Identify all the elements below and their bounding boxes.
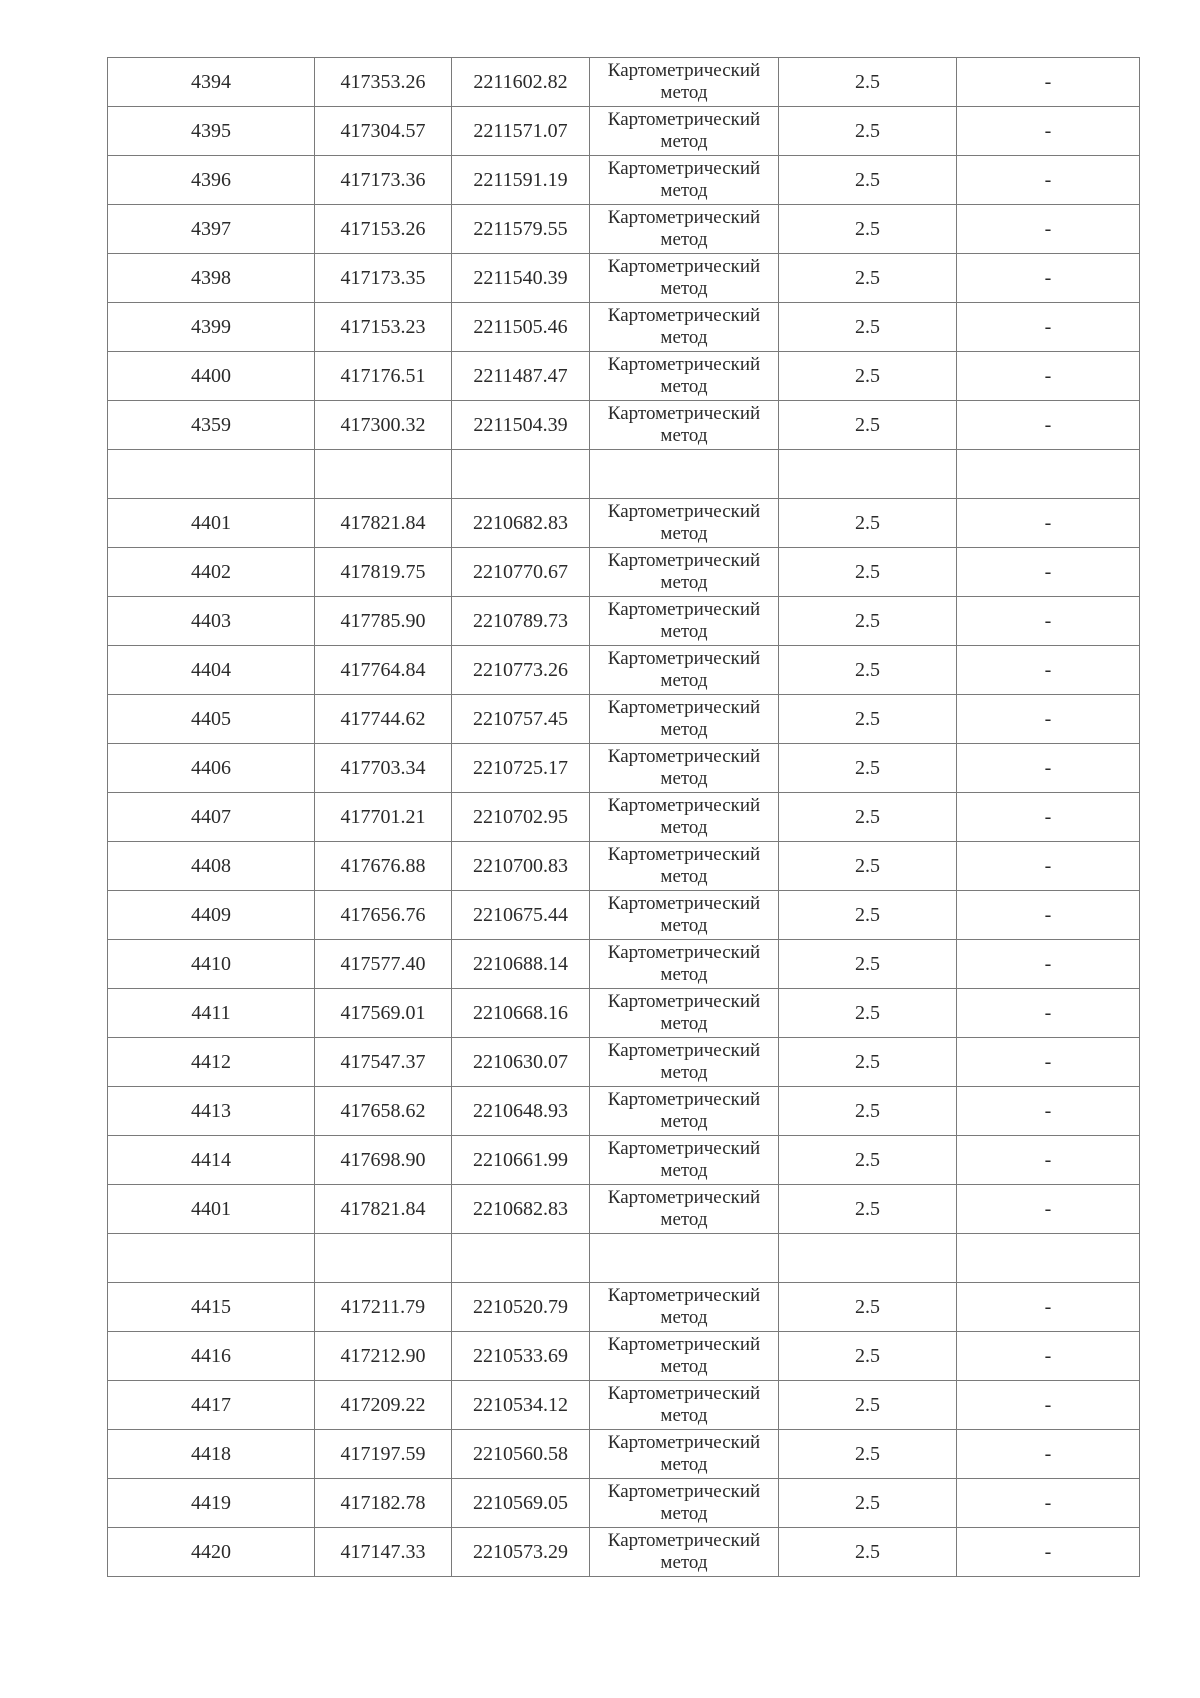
table-row bbox=[108, 1430, 1140, 1479]
point-number-cell: 4415 bbox=[108, 1283, 315, 1332]
note-cell bbox=[957, 450, 1140, 499]
point-number-cell: 4359 bbox=[108, 401, 315, 450]
accuracy-cell: 2.5 bbox=[779, 254, 957, 303]
method-cell: Картометрический метод bbox=[590, 891, 779, 940]
accuracy-cell: 2.5 bbox=[779, 1185, 957, 1234]
method-cell: Картометрический метод bbox=[590, 1381, 779, 1430]
point-number-cell: 4404 bbox=[108, 646, 315, 695]
table-row bbox=[108, 205, 1140, 254]
y-coordinate-cell: 2210520.79 bbox=[452, 1283, 590, 1332]
y-coordinate-cell bbox=[452, 450, 590, 499]
accuracy-cell: 2.5 bbox=[779, 303, 957, 352]
point-number-cell: 4394 bbox=[108, 58, 315, 107]
point-number-cell: 4402 bbox=[108, 548, 315, 597]
method-cell: Картометрический метод bbox=[590, 401, 779, 450]
table-row bbox=[108, 1136, 1140, 1185]
table-row bbox=[108, 1332, 1140, 1381]
method-cell: Картометрический метод bbox=[590, 1136, 779, 1185]
method-cell: Картометрический метод bbox=[590, 303, 779, 352]
table-row bbox=[108, 499, 1140, 548]
table-row bbox=[108, 695, 1140, 744]
note-cell: - bbox=[957, 499, 1140, 548]
accuracy-cell: 2.5 bbox=[779, 499, 957, 548]
method-cell: Картометрический метод bbox=[590, 989, 779, 1038]
x-coordinate-cell: 417744.62 bbox=[315, 695, 452, 744]
table-row bbox=[108, 1528, 1140, 1577]
note-cell: - bbox=[957, 1479, 1140, 1528]
accuracy-cell: 2.5 bbox=[779, 646, 957, 695]
accuracy-cell: 2.5 bbox=[779, 58, 957, 107]
note-cell: - bbox=[957, 1381, 1140, 1430]
method-cell: Картометрический метод bbox=[590, 205, 779, 254]
y-coordinate-cell: 2210725.17 bbox=[452, 744, 590, 793]
y-coordinate-cell: 2211505.46 bbox=[452, 303, 590, 352]
x-coordinate-cell: 417173.36 bbox=[315, 156, 452, 205]
accuracy-cell: 2.5 bbox=[779, 1528, 957, 1577]
x-coordinate-cell: 417698.90 bbox=[315, 1136, 452, 1185]
point-number-cell: 4409 bbox=[108, 891, 315, 940]
note-cell: - bbox=[957, 597, 1140, 646]
method-cell: Картометрический метод bbox=[590, 1283, 779, 1332]
table-row bbox=[108, 842, 1140, 891]
note-cell: - bbox=[957, 1087, 1140, 1136]
y-coordinate-cell: 2210668.16 bbox=[452, 989, 590, 1038]
accuracy-cell: 2.5 bbox=[779, 793, 957, 842]
accuracy-cell: 2.5 bbox=[779, 1283, 957, 1332]
point-number-cell: 4406 bbox=[108, 744, 315, 793]
accuracy-cell: 2.5 bbox=[779, 1038, 957, 1087]
coordinates-table bbox=[107, 57, 1140, 1577]
table-row bbox=[108, 940, 1140, 989]
method-cell: Картометрический метод bbox=[590, 352, 779, 401]
point-number-cell: 4396 bbox=[108, 156, 315, 205]
note-cell: - bbox=[957, 1528, 1140, 1577]
y-coordinate-cell: 2210648.93 bbox=[452, 1087, 590, 1136]
x-coordinate-cell: 417676.88 bbox=[315, 842, 452, 891]
note-cell: - bbox=[957, 1185, 1140, 1234]
y-coordinate-cell: 2210534.12 bbox=[452, 1381, 590, 1430]
table-row bbox=[108, 107, 1140, 156]
accuracy-cell: 2.5 bbox=[779, 842, 957, 891]
point-number-cell: 4395 bbox=[108, 107, 315, 156]
point-number-cell: 4407 bbox=[108, 793, 315, 842]
x-coordinate-cell: 417577.40 bbox=[315, 940, 452, 989]
accuracy-cell: 2.5 bbox=[779, 1430, 957, 1479]
method-cell: Картометрический метод bbox=[590, 254, 779, 303]
y-coordinate-cell: 2210757.45 bbox=[452, 695, 590, 744]
table-row bbox=[108, 450, 1140, 499]
note-cell: - bbox=[957, 58, 1140, 107]
table-row bbox=[108, 548, 1140, 597]
table-row bbox=[108, 1283, 1140, 1332]
accuracy-cell: 2.5 bbox=[779, 548, 957, 597]
y-coordinate-cell: 2210675.44 bbox=[452, 891, 590, 940]
point-number-cell: 4410 bbox=[108, 940, 315, 989]
table-row bbox=[108, 352, 1140, 401]
point-number-cell: 4417 bbox=[108, 1381, 315, 1430]
coordinates-table-body bbox=[108, 58, 1140, 1577]
x-coordinate-cell: 417211.79 bbox=[315, 1283, 452, 1332]
method-cell: Картометрический метод bbox=[590, 1479, 779, 1528]
note-cell: - bbox=[957, 205, 1140, 254]
table-row bbox=[108, 254, 1140, 303]
note-cell: - bbox=[957, 1136, 1140, 1185]
point-number-cell: 4397 bbox=[108, 205, 315, 254]
point-number-cell: 4419 bbox=[108, 1479, 315, 1528]
table-row bbox=[108, 1234, 1140, 1283]
x-coordinate-cell: 417785.90 bbox=[315, 597, 452, 646]
y-coordinate-cell: 2210569.05 bbox=[452, 1479, 590, 1528]
method-cell bbox=[590, 450, 779, 499]
table-row bbox=[108, 156, 1140, 205]
y-coordinate-cell: 2211504.39 bbox=[452, 401, 590, 450]
note-cell: - bbox=[957, 1038, 1140, 1087]
x-coordinate-cell: 417212.90 bbox=[315, 1332, 452, 1381]
method-cell: Картометрический метод bbox=[590, 1185, 779, 1234]
method-cell: Картометрический метод bbox=[590, 1038, 779, 1087]
y-coordinate-cell: 2211591.19 bbox=[452, 156, 590, 205]
method-cell: Картометрический метод bbox=[590, 58, 779, 107]
y-coordinate-cell: 2210789.73 bbox=[452, 597, 590, 646]
x-coordinate-cell: 417703.34 bbox=[315, 744, 452, 793]
point-number-cell: 4416 bbox=[108, 1332, 315, 1381]
point-number-cell: 4403 bbox=[108, 597, 315, 646]
y-coordinate-cell: 2211579.55 bbox=[452, 205, 590, 254]
accuracy-cell bbox=[779, 450, 957, 499]
method-cell: Картометрический метод bbox=[590, 1332, 779, 1381]
accuracy-cell: 2.5 bbox=[779, 989, 957, 1038]
note-cell: - bbox=[957, 793, 1140, 842]
point-number-cell: 4401 bbox=[108, 499, 315, 548]
method-cell: Картометрический метод bbox=[590, 597, 779, 646]
y-coordinate-cell: 2211602.82 bbox=[452, 58, 590, 107]
x-coordinate-cell: 417300.32 bbox=[315, 401, 452, 450]
x-coordinate-cell: 417821.84 bbox=[315, 499, 452, 548]
point-number-cell: 4398 bbox=[108, 254, 315, 303]
method-cell: Картометрический метод bbox=[590, 1087, 779, 1136]
y-coordinate-cell: 2210773.26 bbox=[452, 646, 590, 695]
x-coordinate-cell: 417182.78 bbox=[315, 1479, 452, 1528]
method-cell: Картометрический метод bbox=[590, 156, 779, 205]
x-coordinate-cell: 417209.22 bbox=[315, 1381, 452, 1430]
accuracy-cell: 2.5 bbox=[779, 205, 957, 254]
x-coordinate-cell: 417701.21 bbox=[315, 793, 452, 842]
note-cell: - bbox=[957, 107, 1140, 156]
note-cell: - bbox=[957, 254, 1140, 303]
note-cell: - bbox=[957, 646, 1140, 695]
note-cell: - bbox=[957, 1430, 1140, 1479]
table-row bbox=[108, 1185, 1140, 1234]
point-number-cell: 4400 bbox=[108, 352, 315, 401]
note-cell: - bbox=[957, 548, 1140, 597]
x-coordinate-cell: 417153.23 bbox=[315, 303, 452, 352]
point-number-cell bbox=[108, 1234, 315, 1283]
accuracy-cell: 2.5 bbox=[779, 1087, 957, 1136]
y-coordinate-cell: 2210573.29 bbox=[452, 1528, 590, 1577]
method-cell: Картометрический метод bbox=[590, 744, 779, 793]
method-cell: Картометрический метод bbox=[590, 548, 779, 597]
table-row bbox=[108, 303, 1140, 352]
method-cell: Картометрический метод bbox=[590, 1528, 779, 1577]
accuracy-cell: 2.5 bbox=[779, 401, 957, 450]
note-cell: - bbox=[957, 891, 1140, 940]
y-coordinate-cell: 2210560.58 bbox=[452, 1430, 590, 1479]
y-coordinate-cell: 2210682.83 bbox=[452, 499, 590, 548]
y-coordinate-cell: 2210533.69 bbox=[452, 1332, 590, 1381]
x-coordinate-cell: 417353.26 bbox=[315, 58, 452, 107]
accuracy-cell: 2.5 bbox=[779, 352, 957, 401]
accuracy-cell: 2.5 bbox=[779, 940, 957, 989]
y-coordinate-cell: 2210700.83 bbox=[452, 842, 590, 891]
point-number-cell: 4414 bbox=[108, 1136, 315, 1185]
table-row bbox=[108, 1087, 1140, 1136]
method-cell: Картометрический метод bbox=[590, 940, 779, 989]
x-coordinate-cell: 417304.57 bbox=[315, 107, 452, 156]
x-coordinate-cell: 417658.62 bbox=[315, 1087, 452, 1136]
x-coordinate-cell: 417176.51 bbox=[315, 352, 452, 401]
point-number-cell: 4420 bbox=[108, 1528, 315, 1577]
accuracy-cell: 2.5 bbox=[779, 1479, 957, 1528]
y-coordinate-cell: 2210702.95 bbox=[452, 793, 590, 842]
accuracy-cell: 2.5 bbox=[779, 597, 957, 646]
method-cell: Картометрический метод bbox=[590, 499, 779, 548]
table-row bbox=[108, 891, 1140, 940]
point-number-cell: 4418 bbox=[108, 1430, 315, 1479]
point-number-cell bbox=[108, 450, 315, 499]
table-row bbox=[108, 989, 1140, 1038]
point-number-cell: 4413 bbox=[108, 1087, 315, 1136]
note-cell bbox=[957, 1234, 1140, 1283]
note-cell: - bbox=[957, 940, 1140, 989]
x-coordinate-cell: 417173.35 bbox=[315, 254, 452, 303]
y-coordinate-cell bbox=[452, 1234, 590, 1283]
method-cell: Картометрический метод bbox=[590, 695, 779, 744]
point-number-cell: 4412 bbox=[108, 1038, 315, 1087]
x-coordinate-cell bbox=[315, 1234, 452, 1283]
method-cell: Картометрический метод bbox=[590, 107, 779, 156]
note-cell: - bbox=[957, 156, 1140, 205]
table-row bbox=[108, 646, 1140, 695]
point-number-cell: 4411 bbox=[108, 989, 315, 1038]
table-row bbox=[108, 58, 1140, 107]
note-cell: - bbox=[957, 401, 1140, 450]
note-cell: - bbox=[957, 1332, 1140, 1381]
x-coordinate-cell: 417821.84 bbox=[315, 1185, 452, 1234]
accuracy-cell: 2.5 bbox=[779, 1332, 957, 1381]
y-coordinate-cell: 2210682.83 bbox=[452, 1185, 590, 1234]
accuracy-cell: 2.5 bbox=[779, 695, 957, 744]
note-cell: - bbox=[957, 695, 1140, 744]
note-cell: - bbox=[957, 1283, 1140, 1332]
accuracy-cell: 2.5 bbox=[779, 891, 957, 940]
accuracy-cell: 2.5 bbox=[779, 1381, 957, 1430]
x-coordinate-cell: 417764.84 bbox=[315, 646, 452, 695]
method-cell bbox=[590, 1234, 779, 1283]
x-coordinate-cell: 417819.75 bbox=[315, 548, 452, 597]
method-cell: Картометрический метод bbox=[590, 1430, 779, 1479]
y-coordinate-cell: 2210661.99 bbox=[452, 1136, 590, 1185]
table-row bbox=[108, 793, 1140, 842]
point-number-cell: 4408 bbox=[108, 842, 315, 891]
accuracy-cell: 2.5 bbox=[779, 107, 957, 156]
y-coordinate-cell: 2211540.39 bbox=[452, 254, 590, 303]
method-cell: Картометрический метод bbox=[590, 646, 779, 695]
y-coordinate-cell: 2210770.67 bbox=[452, 548, 590, 597]
accuracy-cell: 2.5 bbox=[779, 1136, 957, 1185]
table-row bbox=[108, 1381, 1140, 1430]
x-coordinate-cell: 417547.37 bbox=[315, 1038, 452, 1087]
note-cell: - bbox=[957, 842, 1140, 891]
point-number-cell: 4405 bbox=[108, 695, 315, 744]
point-number-cell: 4399 bbox=[108, 303, 315, 352]
x-coordinate-cell: 417569.01 bbox=[315, 989, 452, 1038]
accuracy-cell bbox=[779, 1234, 957, 1283]
y-coordinate-cell: 2210688.14 bbox=[452, 940, 590, 989]
y-coordinate-cell: 2211487.47 bbox=[452, 352, 590, 401]
x-coordinate-cell: 417147.33 bbox=[315, 1528, 452, 1577]
x-coordinate-cell: 417656.76 bbox=[315, 891, 452, 940]
point-number-cell: 4401 bbox=[108, 1185, 315, 1234]
note-cell: - bbox=[957, 352, 1140, 401]
table-row bbox=[108, 1038, 1140, 1087]
accuracy-cell: 2.5 bbox=[779, 156, 957, 205]
y-coordinate-cell: 2210630.07 bbox=[452, 1038, 590, 1087]
table-row bbox=[108, 597, 1140, 646]
table-row bbox=[108, 1479, 1140, 1528]
x-coordinate-cell: 417197.59 bbox=[315, 1430, 452, 1479]
y-coordinate-cell: 2211571.07 bbox=[452, 107, 590, 156]
method-cell: Картометрический метод bbox=[590, 842, 779, 891]
table-row bbox=[108, 401, 1140, 450]
method-cell: Картометрический метод bbox=[590, 793, 779, 842]
x-coordinate-cell bbox=[315, 450, 452, 499]
x-coordinate-cell: 417153.26 bbox=[315, 205, 452, 254]
table-row bbox=[108, 744, 1140, 793]
note-cell: - bbox=[957, 989, 1140, 1038]
accuracy-cell: 2.5 bbox=[779, 744, 957, 793]
note-cell: - bbox=[957, 744, 1140, 793]
note-cell: - bbox=[957, 303, 1140, 352]
